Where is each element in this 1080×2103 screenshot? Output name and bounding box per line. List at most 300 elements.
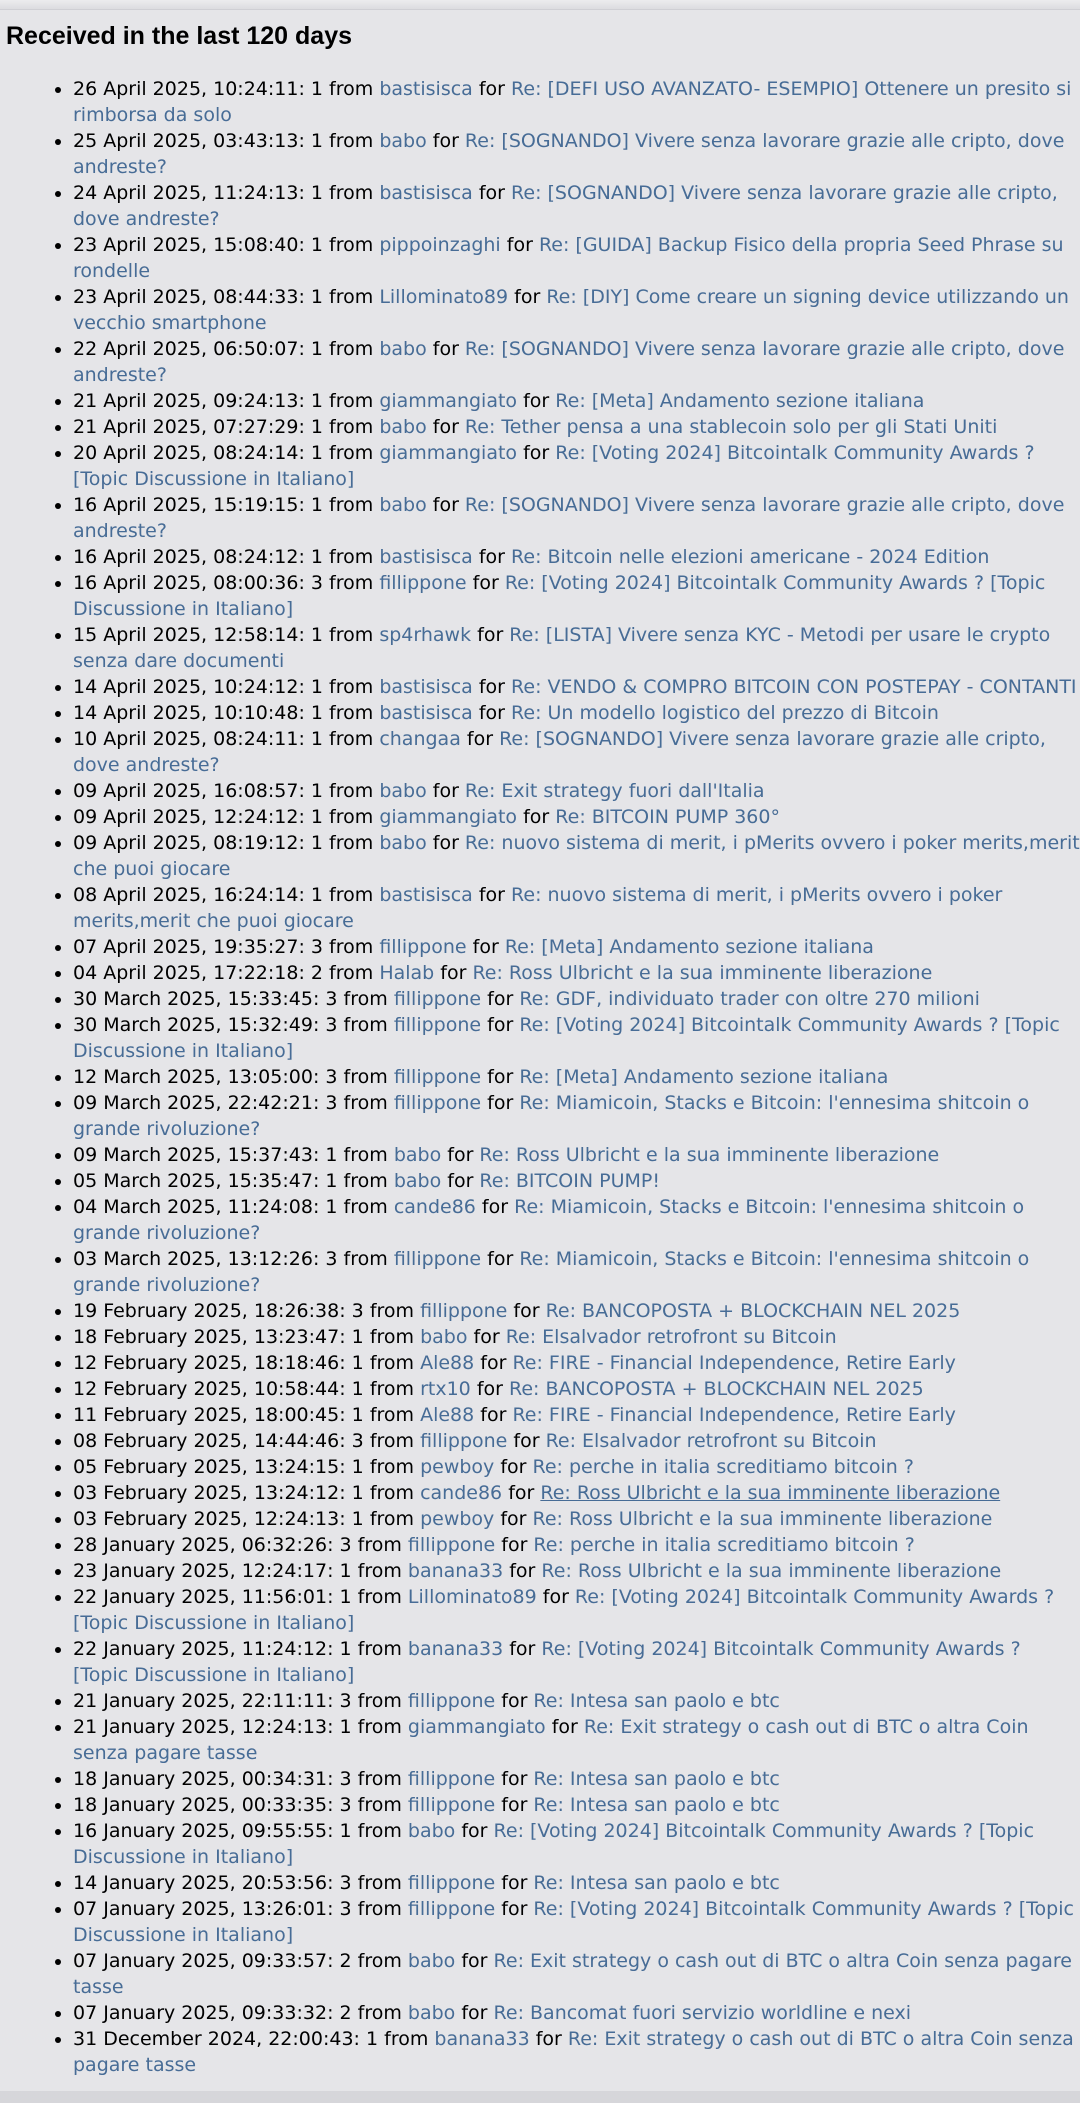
merit-entry-text: • 14 April 2025, 10:24:12: 1 from bastisisca for Re: VENDO & COMPRO BITCOIN CON POSTEPAY - CONTANTI <box>73 676 1077 698</box>
entry-merit-count: 1 <box>339 1638 352 1660</box>
entry-topic-link[interactable]: Re: Tether pensa a una stablecoin solo per gli Stati Uniti <box>464 416 998 438</box>
entry-topic-link[interactable]: Re: perche in italia screditiamo bitcoin ? <box>533 1534 915 1556</box>
entry-merit-count: 1 <box>325 1170 338 1192</box>
entry-for-label: for <box>509 1560 536 1582</box>
entry-timestamp: 16 April 2025, 08:24:12 <box>73 546 299 568</box>
entry-topic-link[interactable]: Re: Miamicoin, Stacks e Bitcoin: l'ennesima shitcoin o grande rivoluzione? <box>73 1092 1030 1140</box>
entry-user-link[interactable]: changaa <box>379 728 461 750</box>
entry-from-label: from <box>329 416 374 438</box>
entry-topic-link[interactable]: Re: BITCOIN PUMP 360° <box>555 806 780 828</box>
merit-entry-text: • 07 April 2025, 19:35:27: 3 from fillippone for Re: [Meta] Andamento sezione italiana <box>73 936 874 958</box>
entry-topic-link[interactable]: Re: Miamicoin, Stacks e Bitcoin: l'ennesima shitcoin o grande rivoluzione? <box>73 1196 1025 1244</box>
entry-topic-link[interactable]: Re: [SOGNANDO] Vivere senza lavorare grazie alle cripto, dove andreste? <box>73 182 1058 230</box>
merit-entry <box>73 700 1080 726</box>
merit-entry-text: • 07 January 2025, 13:26:01: 3 from fillippone for Re: [Voting 2024] Bitcointalk Community Awards ? [Topic Discussione in Italiano] <box>73 1898 1074 1946</box>
entry-user-link[interactable]: fillippone <box>393 1092 482 1114</box>
entry-user-link[interactable]: fillippone <box>393 1066 482 1088</box>
entry-timestamp: 15 April 2025, 12:58:14 <box>73 624 299 646</box>
entry-user-link[interactable]: babo <box>393 1144 442 1166</box>
entry-topic-link[interactable]: Re: Elsalvador retrofront su Bitcoin <box>505 1326 837 1348</box>
entry-topic-link[interactable]: Re: [Voting 2024] Bitcointalk Community Awards ? [Topic Discussione in Italiano] <box>73 1014 1060 1062</box>
merit-entry-text: • 24 April 2025, 11:24:13: 1 from bastisisca for Re: [SOGNANDO] Vivere senza lavorare grazie alle cripto, dove andreste? <box>73 182 1058 230</box>
entry-user-link[interactable]: Lillominato89 <box>379 286 509 308</box>
merit-entry <box>73 1766 1080 1792</box>
merit-entry-text: • 04 April 2025, 17:22:18: 2 from Halab for Re: Ross Ulbricht e la sua imminente liberazione <box>73 962 933 984</box>
merit-entry-text: • 23 April 2025, 08:44:33: 1 from Lillominato89 for Re: [DIY] Come creare un signing device utilizzando un vecchio smartphone <box>73 286 1069 334</box>
entry-for-label: for <box>514 286 541 308</box>
entry-timestamp: 03 March 2025, 13:12:26 <box>73 1248 313 1270</box>
entry-topic-link[interactable]: Re: [Meta] Andamento sezione italiana <box>504 936 874 958</box>
entry-timestamp: 23 April 2025, 15:08:40 <box>73 234 299 256</box>
section-heading: Received in the last 120 days <box>6 22 353 50</box>
entry-timestamp: 09 April 2025, 12:24:12 <box>73 806 299 828</box>
entry-from-label: from <box>369 1482 415 1504</box>
entry-merit-count: 1 <box>310 728 323 750</box>
entry-for-label: for <box>500 1508 527 1530</box>
entry-timestamp: 16 January 2025, 09:55:55 <box>73 1820 328 1842</box>
entry-for-label: for <box>480 1352 507 1374</box>
entry-topic-link[interactable]: Re: Ross Ulbricht e la sua imminente liberazione <box>541 1560 1002 1582</box>
entry-topic-link[interactable]: Re: [Voting 2024] Bitcointalk Community Awards ? [Topic Discussione in Italiano] <box>73 1586 1055 1634</box>
entry-topic-link[interactable]: Re: Ross Ulbricht e la sua imminente liberazione <box>540 1482 1001 1504</box>
entry-topic-link[interactable]: Re: BITCOIN PUMP! <box>479 1170 660 1192</box>
entry-user-link[interactable]: babo <box>379 780 427 802</box>
entry-timestamp: 21 January 2025, 22:11:11 <box>73 1690 328 1712</box>
entry-for-label: for <box>478 78 505 100</box>
entry-timestamp: 18 February 2025, 13:23:47 <box>73 1326 340 1348</box>
entry-for-label: for <box>487 1092 514 1114</box>
entry-topic-link[interactable]: Re: Exit strategy o cash out di BTC o altra Coin senza pagare tasse <box>73 2028 1074 2076</box>
entry-for-label: for <box>480 1404 507 1426</box>
merit-entry <box>73 960 1080 986</box>
entry-from-label: from <box>329 962 374 984</box>
entry-from-label: from <box>343 1014 388 1036</box>
entry-from-label: from <box>357 1638 402 1660</box>
entry-timestamp: 21 January 2025, 12:24:13 <box>73 1716 328 1738</box>
entry-from-label: from <box>384 2028 429 2050</box>
entry-merit-count: 1 <box>310 78 323 100</box>
merit-entry <box>73 2026 1080 2078</box>
entry-topic-link[interactable]: Re: perche in italia screditiamo bitcoin ? <box>532 1456 914 1478</box>
entry-topic-link[interactable]: Re: [Voting 2024] Bitcointalk Community Awards ? [Topic Discussione in Italiano] <box>73 442 1035 490</box>
entry-from-label: from <box>343 1144 388 1166</box>
entry-for-label: for <box>432 416 459 438</box>
entry-timestamp: 14 April 2025, 10:10:48 <box>73 702 299 724</box>
entry-from-label: from <box>369 1352 415 1374</box>
merit-entry-text: • 22 January 2025, 11:24:12: 1 from banana33 for Re: [Voting 2024] Bitcointalk Community Awards ? [Topic Discussione in Italiano] <box>73 1638 1021 1686</box>
entry-topic-link[interactable]: Re: Exit strategy fuori dall'Italia <box>464 780 765 802</box>
entry-topic-link[interactable]: Re: [GUIDA] Backup Fisico della propria Seed Phrase su rondelle <box>73 234 1064 282</box>
entry-timestamp: 05 March 2025, 15:35:47 <box>73 1170 313 1192</box>
entry-merit-count: 3 <box>325 1066 338 1088</box>
entry-timestamp: 07 January 2025, 09:33:32 <box>73 2002 328 2024</box>
merit-entry-text: • 05 March 2025, 15:35:47: 1 from babo for Re: BITCOIN PUMP! <box>73 1170 660 1192</box>
entry-topic-link[interactable]: Re: [Voting 2024] Bitcointalk Community Awards ? [Topic Discussione in Italiano] <box>73 1820 1035 1868</box>
entry-for-label: for <box>466 728 494 750</box>
entry-merit-count: 3 <box>325 1014 338 1036</box>
entry-user-link[interactable]: banana33 <box>407 1560 504 1582</box>
entry-user-link[interactable]: babo <box>379 832 427 854</box>
entry-topic-link[interactable]: Re: [LISTA] Vivere senza KYC - Metodi per usare le crypto senza dare documenti <box>73 624 1051 672</box>
entry-for-label: for <box>477 624 504 646</box>
merit-entry <box>73 726 1080 778</box>
merit-entry <box>73 1194 1080 1246</box>
merit-entry <box>73 1714 1080 1766</box>
entry-user-link[interactable]: bastisisca <box>379 884 473 906</box>
merit-entry-text: • 12 March 2025, 13:05:00: 3 from fillippone for Re: [Meta] Andamento sezione italiana <box>73 1066 889 1088</box>
entry-merit-count: 1 <box>325 1144 338 1166</box>
entry-topic-link[interactable]: Re: GDF, individuato trader con oltre 270 milioni <box>519 988 980 1010</box>
merit-entry-text: • 18 January 2025, 00:33:35: 3 from fillippone for Re: Intesa san paolo e btc <box>73 1794 780 1816</box>
entry-user-link[interactable]: cande86 <box>393 1196 476 1218</box>
entry-timestamp: 04 March 2025, 11:24:08 <box>73 1196 313 1218</box>
merit-entry <box>73 1090 1080 1142</box>
entry-from-label: from <box>329 624 374 646</box>
entry-user-link[interactable]: Ale88 <box>420 1404 475 1426</box>
entry-merit-count: 1 <box>310 624 323 646</box>
entry-topic-link[interactable]: Re: VENDO & COMPRO BITCOIN CON POSTEPAY - CONTANTI <box>511 676 1077 698</box>
entry-user-link[interactable]: bastisisca <box>379 676 473 698</box>
entry-for-label: for <box>447 1170 474 1192</box>
entry-from-label: from <box>369 1404 415 1426</box>
merit-entry <box>73 1142 1080 1168</box>
entry-user-link[interactable]: babo <box>407 1950 456 1972</box>
entry-user-link[interactable]: fillippone <box>420 1430 508 1452</box>
entry-timestamp: 05 February 2025, 13:24:15 <box>73 1456 340 1478</box>
merit-entry <box>73 1402 1080 1428</box>
entry-user-link[interactable]: Ale88 <box>420 1352 475 1374</box>
entry-merit-count: 1 <box>310 182 323 204</box>
entry-from-label: from <box>329 286 374 308</box>
merit-entry-text: • 05 February 2025, 13:24:15: 1 from pewboy for Re: perche in italia screditiamo bitcoin ? <box>73 1456 914 1478</box>
entry-user-link[interactable]: pewboy <box>420 1456 495 1478</box>
merit-entry <box>73 232 1080 284</box>
bottom-edge <box>0 2091 1080 2103</box>
entry-from-label: from <box>357 1586 402 1608</box>
merit-entry-text: • 10 April 2025, 08:24:11: 1 from changaa for Re: [SOGNANDO] Vivere senza lavorare grazie alle cripto, dove andreste? <box>73 728 1046 776</box>
entry-topic-link[interactable]: Re: nuovo sistema di merit, i pMerits ovvero i poker merits,merit che puoi giocare <box>73 832 1080 880</box>
entry-from-label: from <box>329 806 374 828</box>
entry-user-link[interactable]: fillippone <box>407 1794 496 1816</box>
entry-user-link[interactable]: babo <box>407 1820 456 1842</box>
entry-topic-link[interactable]: Re: [SOGNANDO] Vivere senza lavorare grazie alle cripto, dove andreste? <box>73 494 1065 542</box>
entry-timestamp: 07 January 2025, 09:33:57 <box>73 1950 328 1972</box>
entry-user-link[interactable]: fillippone <box>393 1014 482 1036</box>
entry-topic-link[interactable]: Re: nuovo sistema di merit, i pMerits ovvero i poker merits,merit che puoi giocare <box>73 884 1003 932</box>
entry-topic-link[interactable]: Re: [SOGNANDO] Vivere senza lavorare grazie alle cripto, dove andreste? <box>73 130 1065 178</box>
merit-entry-text: • 09 April 2025, 08:19:12: 1 from babo for Re: nuovo sistema di merit, i pMerits ovvero i poker merits,merit che puoi giocare <box>73 832 1080 880</box>
merit-entry-text: • 16 January 2025, 09:55:55: 1 from babo for Re: [Voting 2024] Bitcointalk Community Awards ? [Topic Discussione in Italiano] <box>73 1820 1035 1868</box>
entry-topic-link[interactable]: Re: [Meta] Andamento sezione italiana <box>555 390 925 412</box>
entry-for-label: for <box>535 2028 562 2050</box>
merit-entry <box>73 1350 1080 1376</box>
entry-from-label: from <box>343 1092 388 1114</box>
entry-from-label: from <box>343 1196 388 1218</box>
entry-user-link[interactable]: fillippone <box>407 1898 496 1920</box>
entry-for-label: for <box>501 1794 528 1816</box>
merit-entry <box>73 180 1080 232</box>
merit-entry-text: • 21 January 2025, 22:11:11: 3 from fillippone for Re: Intesa san paolo e btc <box>73 1690 780 1712</box>
entry-timestamp: 11 February 2025, 18:00:45 <box>73 1404 340 1426</box>
entry-from-label: from <box>357 1768 402 1790</box>
entry-topic-link[interactable]: Re: [Voting 2024] Bitcointalk Community Awards ? [Topic Discussione in Italiano] <box>73 1898 1074 1946</box>
entry-for-label: for <box>432 494 459 516</box>
merit-entry <box>73 804 1080 830</box>
merit-entry-text: • 19 February 2025, 18:26:38: 3 from fillippone for Re: BANCOPOSTA + BLOCKCHAIN NEL 2025 <box>73 1300 961 1322</box>
merit-entry <box>73 1298 1080 1324</box>
entry-user-link[interactable]: bastisisca <box>379 78 473 100</box>
entry-from-label: from <box>369 1508 415 1530</box>
merit-entry-text: • 28 January 2025, 06:32:26: 3 from fillippone for Re: perche in italia screditiamo bitcoin ? <box>73 1534 915 1556</box>
entry-user-link[interactable]: babo <box>407 2002 456 2024</box>
entry-user-link[interactable]: fillippone <box>420 1300 508 1322</box>
entry-merit-count: 1 <box>310 416 323 438</box>
merit-entry-text: • 22 April 2025, 06:50:07: 1 from babo for Re: [SOGNANDO] Vivere senza lavorare grazie alle cripto, dove andreste? <box>73 338 1065 386</box>
entry-merit-count: 3 <box>325 988 338 1010</box>
entry-from-label: from <box>357 1716 402 1738</box>
entry-user-link[interactable]: sp4rhawk <box>379 624 472 646</box>
merit-entry <box>73 570 1080 622</box>
merit-entry-text: • 18 February 2025, 13:23:47: 1 from babo for Re: Elsalvador retrofront su Bitcoin <box>73 1326 837 1348</box>
entry-from-label: from <box>329 780 374 802</box>
entry-merit-count: 1 <box>310 130 323 152</box>
entry-merit-count: 1 <box>310 546 323 568</box>
entry-user-link[interactable]: fillippone <box>393 988 482 1010</box>
entry-topic-link[interactable]: Re: [DIY] Come creare un signing device utilizzando un vecchio smartphone <box>73 286 1069 334</box>
merit-entry <box>73 1012 1080 1064</box>
entry-merit-count: 1 <box>351 1508 364 1530</box>
entry-user-link[interactable]: fillippone <box>379 572 467 594</box>
entry-merit-count: 3 <box>310 572 323 594</box>
entry-user-link[interactable]: fillippone <box>407 1534 496 1556</box>
merit-entry <box>73 1064 1080 1090</box>
entry-topic-link[interactable]: Re: Miamicoin, Stacks e Bitcoin: l'ennesima shitcoin o grande rivoluzione? <box>73 1248 1030 1296</box>
entry-topic-link[interactable]: Re: Ross Ulbricht e la sua imminente liberazione <box>479 1144 940 1166</box>
entry-from-label: from <box>369 1326 415 1348</box>
merit-entry-text: • 15 April 2025, 12:58:14: 1 from sp4rhawk for Re: [LISTA] Vivere senza KYC - Metodi per usare le crypto senza dare documenti <box>73 624 1051 672</box>
merit-entry <box>73 414 1080 440</box>
entry-for-label: for <box>478 676 505 698</box>
merit-entry-text: • 14 April 2025, 10:10:48: 1 from bastisisca for Re: Un modello logistico del prezzo di Bitcoin <box>73 702 939 724</box>
merit-entry-text: • 12 February 2025, 10:58:44: 1 from rtx10 for Re: BANCOPOSTA + BLOCKCHAIN NEL 2025 <box>73 1378 924 1400</box>
entry-merit-count: 3 <box>339 1898 352 1920</box>
entry-timestamp: 28 January 2025, 06:32:26 <box>73 1534 328 1556</box>
entry-merit-count: 1 <box>351 1352 364 1374</box>
entry-for-label: for <box>432 338 459 360</box>
entry-merit-count: 1 <box>310 806 323 828</box>
entry-user-link[interactable]: banana33 <box>407 1638 504 1660</box>
entry-user-link[interactable]: bastisisca <box>379 182 473 204</box>
entry-topic-link[interactable]: Re: [SOGNANDO] Vivere senza lavorare grazie alle cripto, dove andreste? <box>73 338 1065 386</box>
entry-merit-count: 2 <box>339 1950 352 1972</box>
entry-from-label: from <box>369 1378 415 1400</box>
entry-for-label: for <box>523 390 550 412</box>
entry-from-label: from <box>357 1898 402 1920</box>
entry-timestamp: 04 April 2025, 17:22:18 <box>73 962 299 984</box>
entry-topic-link[interactable]: Re: Elsalvador retrofront su Bitcoin <box>545 1430 877 1452</box>
merit-entry <box>73 1324 1080 1350</box>
entry-user-link[interactable]: fillippone <box>379 936 467 958</box>
entry-user-link[interactable]: fillippone <box>407 1690 496 1712</box>
merit-entry-text: • 03 March 2025, 13:12:26: 3 from fillippone for Re: Miamicoin, Stacks e Bitcoin: l'ennesima shitcoin o grande rivoluzione? <box>73 1248 1030 1296</box>
entry-user-link[interactable]: babo <box>379 494 427 516</box>
merit-entry <box>73 284 1080 336</box>
entry-topic-link[interactable]: Re: Bancomat fuori servizio worldline e nexi <box>493 2002 912 2024</box>
entry-for-label: for <box>432 780 459 802</box>
entry-topic-link[interactable]: Re: [Voting 2024] Bitcointalk Community Awards ? [Topic Discussione in Italiano] <box>73 572 1046 620</box>
entry-user-link[interactable]: fillippone <box>393 1248 482 1270</box>
entry-for-label: for <box>432 130 459 152</box>
entry-topic-link[interactable]: Re: Ross Ulbricht e la sua imminente liberazione <box>532 1508 993 1530</box>
entry-for-label: for <box>432 832 459 854</box>
entry-timestamp: 19 February 2025, 18:26:38 <box>73 1300 340 1322</box>
entry-user-link[interactable]: cande86 <box>420 1482 503 1504</box>
merit-entry-text: • 26 April 2025, 10:24:11: 1 from bastisisca for Re: [DEFI USO AVANZATO- ESEMPIO] Ottenere un presito si rimborsa da solo <box>73 78 1072 126</box>
merit-entry-text: • 21 January 2025, 12:24:13: 1 from giammangiato for Re: Exit strategy o cash out di BTC o altra Coin senza pagare tasse <box>73 1716 1029 1764</box>
entry-user-link[interactable]: giammangiato <box>379 390 518 412</box>
entry-merit-count: 3 <box>339 1690 352 1712</box>
entry-topic-link[interactable]: Re: Intesa san paolo e btc <box>533 1794 780 1816</box>
entry-from-label: from <box>329 676 374 698</box>
entry-user-link[interactable]: Lillominato89 <box>407 1586 537 1608</box>
entry-topic-link[interactable]: Re: [Voting 2024] Bitcointalk Community Awards ? [Topic Discussione in Italiano] <box>73 1638 1021 1686</box>
entry-timestamp: 14 April 2025, 10:24:12 <box>73 676 299 698</box>
merit-received-list <box>46 76 1080 2078</box>
entry-user-link[interactable]: pippoinzaghi <box>379 234 501 256</box>
merit-entry <box>73 544 1080 570</box>
entry-topic-link[interactable]: Re: BANCOPOSTA + BLOCKCHAIN NEL 2025 <box>545 1300 961 1322</box>
entry-user-link[interactable]: babo <box>379 338 427 360</box>
entry-for-label: for <box>461 2002 488 2024</box>
entry-merit-count: 1 <box>351 1404 364 1426</box>
entry-from-label: from <box>343 1248 388 1270</box>
merit-entry <box>73 830 1080 882</box>
merit-entry <box>73 674 1080 700</box>
entry-user-link[interactable]: babo <box>379 130 427 152</box>
entry-topic-link[interactable]: Re: Intesa san paolo e btc <box>533 1872 780 1894</box>
entry-merit-count: 1 <box>310 234 323 256</box>
merit-entry-text: • 08 February 2025, 14:44:46: 3 from fillippone for Re: Elsalvador retrofront su Bitcoin <box>73 1430 877 1452</box>
entry-user-link[interactable]: fillippone <box>407 1872 496 1894</box>
merit-entry-text: • 11 February 2025, 18:00:45: 1 from Ale88 for Re: FIRE - Financial Independence, Retire Early <box>73 1404 956 1426</box>
entry-user-link[interactable]: giammangiato <box>379 806 518 828</box>
entry-merit-count: 1 <box>310 442 323 464</box>
entry-timestamp: 09 March 2025, 15:37:43 <box>73 1144 313 1166</box>
merit-entry <box>73 934 1080 960</box>
entry-merit-count: 2 <box>310 962 323 984</box>
entry-user-link[interactable]: pewboy <box>420 1508 495 1530</box>
entry-user-link[interactable]: giammangiato <box>379 442 518 464</box>
entry-timestamp: 25 April 2025, 03:43:13 <box>73 130 299 152</box>
entry-timestamp: 21 April 2025, 09:24:13 <box>73 390 299 412</box>
merit-entry-text: • 16 April 2025, 15:19:15: 1 from babo for Re: [SOGNANDO] Vivere senza lavorare grazie alle cripto, dove andreste? <box>73 494 1065 542</box>
entry-topic-link[interactable]: Re: [SOGNANDO] Vivere senza lavorare grazie alle cripto, dove andreste? <box>73 728 1046 776</box>
entry-topic-link[interactable]: Re: Exit strategy o cash out di BTC o altra Coin senza pagare tasse <box>73 1950 1072 1998</box>
entry-for-label: for <box>487 1014 514 1036</box>
merit-entry-text: • 07 January 2025, 09:33:57: 2 from babo for Re: Exit strategy o cash out di BTC o altra Coin senza pagare tasse <box>73 1950 1072 1998</box>
merit-entry-text: • 09 April 2025, 12:24:12: 1 from giammangiato for Re: BITCOIN PUMP 360° <box>73 806 780 828</box>
entry-merit-count: 1 <box>351 1378 364 1400</box>
merit-entry <box>73 1428 1080 1454</box>
entry-topic-link[interactable]: Re: Bitcoin nelle elezioni americane - 2024 Edition <box>511 546 990 568</box>
merit-entry <box>73 336 1080 388</box>
merit-entry <box>73 1532 1080 1558</box>
entry-from-label: from <box>369 1430 415 1452</box>
entry-topic-link[interactable]: Re: FIRE - Financial Independence, Retire Early <box>512 1404 956 1426</box>
entry-user-link[interactable]: Halab <box>379 962 435 984</box>
entry-merit-count: 2 <box>339 2002 352 2024</box>
entry-topic-link[interactable]: Re: Ross Ulbricht e la sua imminente liberazione <box>472 962 933 984</box>
entry-user-link[interactable]: giammangiato <box>407 1716 546 1738</box>
entry-user-link[interactable]: babo <box>393 1170 442 1192</box>
entry-from-label: from <box>329 494 374 516</box>
entry-timestamp: 03 February 2025, 12:24:13 <box>73 1508 340 1530</box>
entry-user-link[interactable]: rtx10 <box>420 1378 471 1400</box>
entry-for-label: for <box>508 1482 535 1504</box>
merit-entry-text: • 16 April 2025, 08:00:36: 3 from fillippone for Re: [Voting 2024] Bitcointalk Community Awards ? [Topic Discussione in Italiano] <box>73 572 1046 620</box>
entry-user-link[interactable]: banana33 <box>434 2028 530 2050</box>
entry-timestamp: 30 March 2025, 15:33:45 <box>73 988 313 1010</box>
entry-topic-link[interactable]: Re: BANCOPOSTA + BLOCKCHAIN NEL 2025 <box>508 1378 924 1400</box>
entry-topic-link[interactable]: Re: [DEFI USO AVANZATO- ESEMPIO] Ottenere un presito si rimborsa da solo <box>73 78 1072 126</box>
entry-topic-link[interactable]: Re: Intesa san paolo e btc <box>533 1768 780 1790</box>
entry-for-label: for <box>523 442 550 464</box>
entry-merit-count: 1 <box>351 1482 364 1504</box>
entry-timestamp: 18 January 2025, 00:34:31 <box>73 1768 328 1790</box>
entry-topic-link[interactable]: Re: Un modello logistico del prezzo di Bitcoin <box>511 702 939 724</box>
entry-for-label: for <box>501 1872 528 1894</box>
merit-entry-text: • 30 March 2025, 15:33:45: 3 from fillippone for Re: GDF, individuato trader con oltre 270 milioni <box>73 988 980 1010</box>
merit-entry <box>73 1818 1080 1870</box>
entry-from-label: from <box>357 1534 402 1556</box>
entry-topic-link[interactable]: Re: FIRE - Financial Independence, Retire Early <box>512 1352 956 1374</box>
entry-from-label: from <box>357 1690 402 1712</box>
entry-merit-count: 1 <box>325 1196 338 1218</box>
entry-for-label: for <box>487 1066 514 1088</box>
merit-entry-text: • 21 April 2025, 09:24:13: 1 from giammangiato for Re: [Meta] Andamento sezione italiana <box>73 390 925 412</box>
entry-from-label: from <box>329 234 374 256</box>
entry-user-link[interactable]: babo <box>379 416 427 438</box>
entry-merit-count: 3 <box>351 1300 364 1322</box>
entry-timestamp: 07 January 2025, 13:26:01 <box>73 1898 328 1920</box>
entry-for-label: for <box>440 962 467 984</box>
entry-topic-link[interactable]: Re: Intesa san paolo e btc <box>533 1690 780 1712</box>
merit-entry-text: • 22 January 2025, 11:56:01: 1 from Lillominato89 for Re: [Voting 2024] Bitcointalk Community Awards ? [Topic Discussione in Italiano] <box>73 1586 1055 1634</box>
entry-timestamp: 22 January 2025, 11:56:01 <box>73 1586 328 1608</box>
entry-timestamp: 22 January 2025, 11:24:12 <box>73 1638 328 1660</box>
merit-entry-text: • 16 April 2025, 08:24:12: 1 from bastisisca for Re: Bitcoin nelle elezioni americane - 2024 Edition <box>73 546 990 568</box>
entry-user-link[interactable]: bastisisca <box>379 702 473 724</box>
merit-entry <box>73 1246 1080 1298</box>
merit-entry <box>73 492 1080 544</box>
entry-merit-count: 1 <box>310 676 323 698</box>
entry-user-link[interactable]: fillippone <box>407 1768 496 1790</box>
entry-topic-link[interactable]: Re: Exit strategy o cash out di BTC o altra Coin senza pagare tasse <box>73 1716 1029 1764</box>
merit-entry <box>73 2000 1080 2026</box>
entry-merit-count: 1 <box>310 338 323 360</box>
entry-from-label: from <box>357 1560 402 1582</box>
entry-user-link[interactable]: babo <box>420 1326 468 1348</box>
entry-from-label: from <box>357 2002 402 2024</box>
entry-topic-link[interactable]: Re: [Meta] Andamento sezione italiana <box>519 1066 889 1088</box>
entry-for-label: for <box>487 1248 514 1270</box>
merit-entry-text: • 04 March 2025, 11:24:08: 1 from cande86 for Re: Miamicoin, Stacks e Bitcoin: l'ennesima shitcoin o grande rivoluzione? <box>73 1196 1025 1244</box>
entry-merit-count: 1 <box>310 702 323 724</box>
entry-timestamp: 22 April 2025, 06:50:07 <box>73 338 299 360</box>
merit-entry <box>73 1480 1080 1506</box>
merit-entry-text: • 23 April 2025, 15:08:40: 1 from pippoinzaghi for Re: [GUIDA] Backup Fisico della propria Seed Phrase su rondelle <box>73 234 1064 282</box>
entry-user-link[interactable]: bastisisca <box>379 546 473 568</box>
